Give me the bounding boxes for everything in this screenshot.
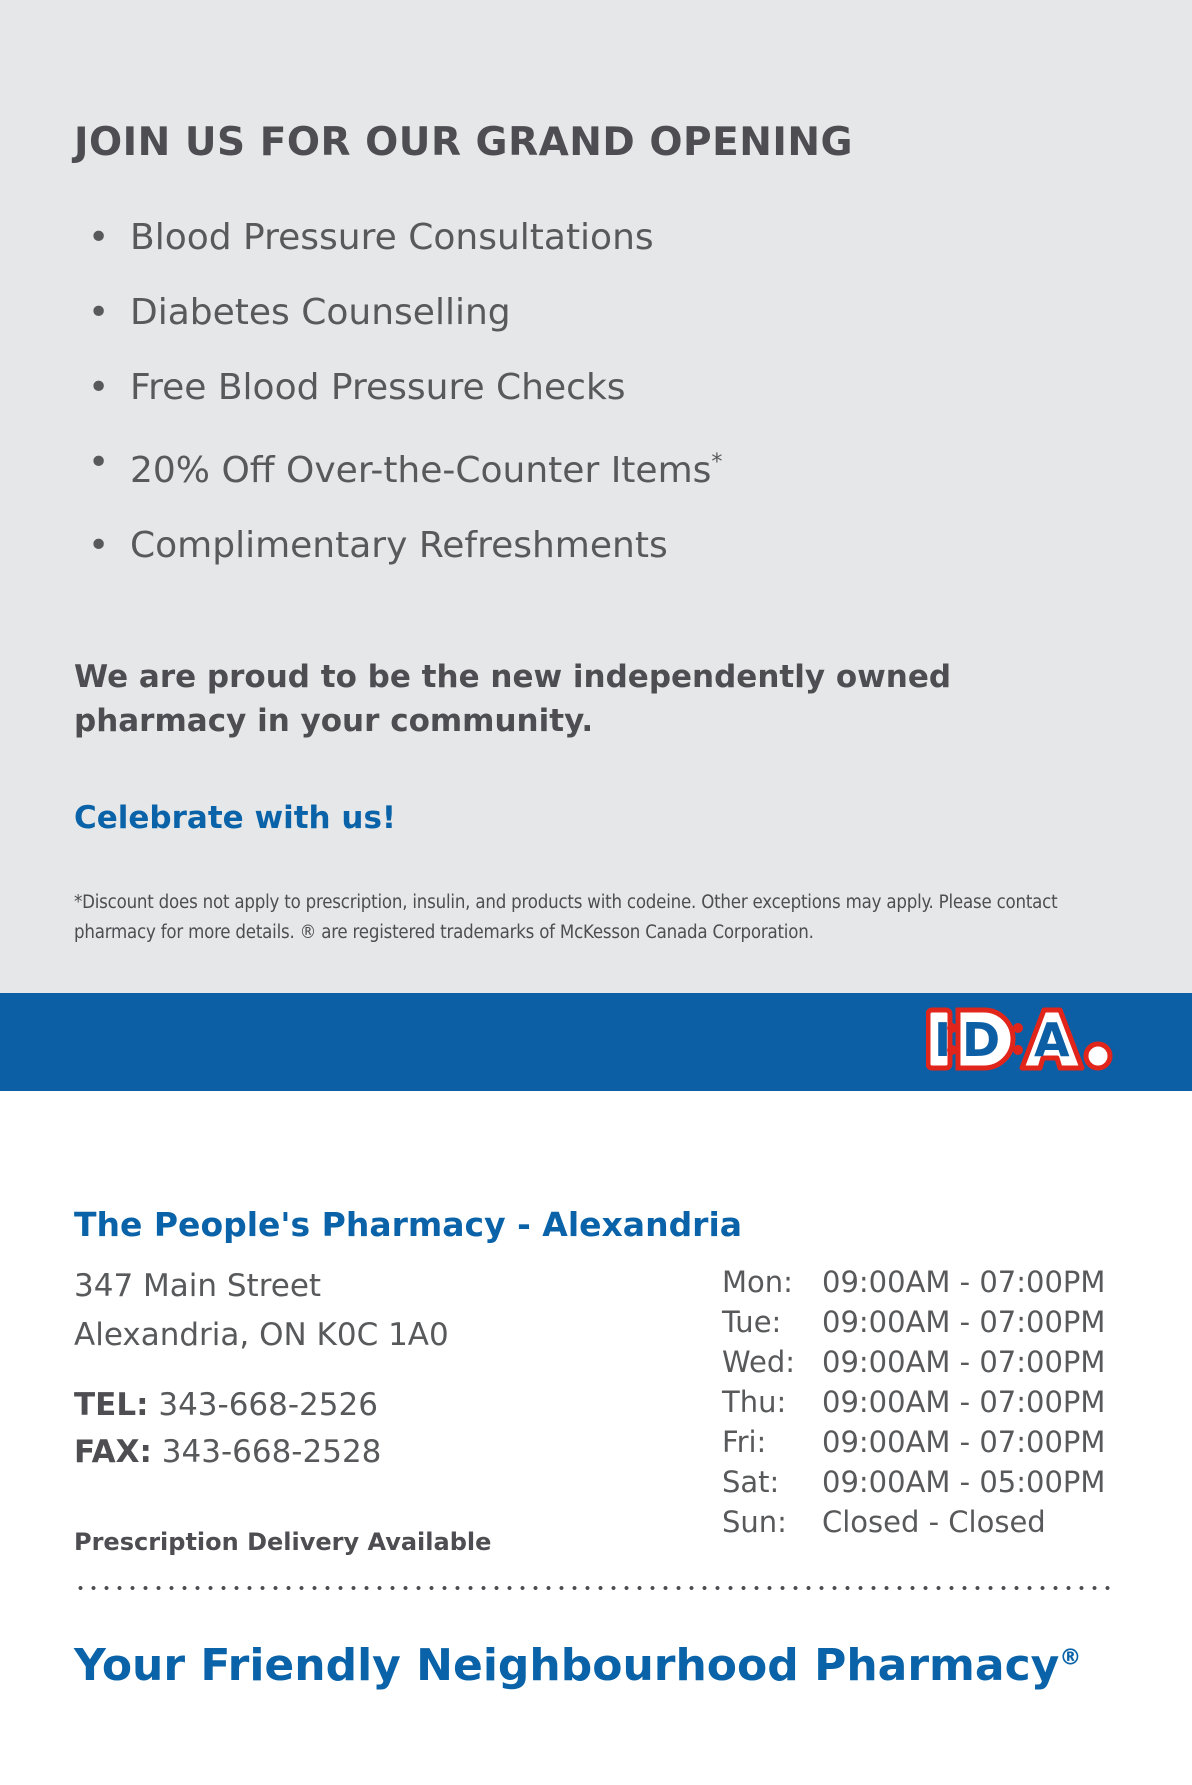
bullet-dot-icon: •	[88, 367, 110, 408]
list-item	[74, 200, 1074, 275]
telephone-row	[74, 1382, 381, 1429]
store-name: The People's Pharmacy - Alexandria	[74, 1205, 743, 1244]
list-item-label: Blood Pressure Consultations	[130, 217, 654, 258]
hours-row	[722, 1422, 1122, 1462]
store-hours	[722, 1262, 1122, 1542]
telephone-label: TEL:	[74, 1387, 149, 1423]
list-item-label: 20% Off Over-the-Counter Items	[130, 450, 712, 491]
proud-statement: We are proud to be the new independently owned pharmacy in your community.	[74, 659, 952, 739]
list-item	[74, 508, 1074, 583]
hours-row	[722, 1262, 1122, 1302]
hours-day: Tue:	[722, 1305, 782, 1339]
hours-day: Sun:	[722, 1505, 787, 1539]
footer-tagline	[74, 1640, 1081, 1691]
hours-time: 09:00AM - 07:00PM	[822, 1345, 1106, 1379]
ida-logo-icon	[926, 1004, 1122, 1074]
hours-row	[722, 1342, 1122, 1382]
hours-day: Thu:	[722, 1385, 787, 1419]
hours-time: 09:00AM - 07:00PM	[822, 1265, 1106, 1299]
fax-row	[74, 1429, 381, 1476]
list-item-label: Diabetes Counselling	[130, 292, 511, 333]
telephone-value: 343-668-2526	[158, 1387, 378, 1423]
hours-time: 09:00AM - 07:00PM	[822, 1425, 1106, 1459]
address-line-2: Alexandria, ON K0C 1A0	[74, 1317, 449, 1353]
dotted-divider	[74, 1585, 1118, 1591]
page-title: JOIN US FOR OUR GRAND OPENING	[74, 120, 854, 165]
hours-day: Mon:	[722, 1265, 793, 1299]
svg-text:A: A	[1034, 1013, 1070, 1067]
bullet-dot-icon: •	[88, 292, 110, 333]
disclaimer-text: *Discount does not apply to prescription, insulin, and products with codeine. Other exceptions may apply. Please contact pharmacy for more details. ® are registered trademarks of McKesson Canada Corporation.	[74, 892, 1058, 943]
bullet-dot-icon: •	[88, 442, 110, 483]
store-address	[74, 1262, 449, 1360]
registered-mark: ®	[1059, 1645, 1082, 1671]
delivery-note: Prescription Delivery Available	[74, 1528, 492, 1556]
hours-row	[722, 1502, 1122, 1542]
footer-tagline-text: Your Friendly Neighbourhood Pharmacy	[74, 1640, 1060, 1691]
celebrate-callout: Celebrate with us!	[74, 800, 397, 836]
services-list	[74, 200, 1074, 583]
hours-day: Wed:	[722, 1345, 795, 1379]
hours-day: Sat:	[722, 1465, 780, 1499]
hours-day: Fri:	[722, 1425, 767, 1459]
store-contact	[74, 1382, 381, 1476]
list-item	[74, 350, 1074, 425]
list-item-label: Free Blood Pressure Checks	[130, 367, 626, 408]
footnote-marker: *	[711, 450, 723, 475]
svg-text:I: I	[934, 1013, 952, 1067]
hours-time: 09:00AM - 05:00PM	[822, 1465, 1106, 1499]
fax-value: 343-668-2528	[161, 1434, 382, 1470]
hours-time: 09:00AM - 07:00PM	[822, 1385, 1106, 1419]
fax-label: FAX:	[74, 1434, 152, 1470]
bullet-dot-icon: •	[88, 525, 110, 566]
hours-row	[722, 1302, 1122, 1342]
hours-time: 09:00AM - 07:00PM	[822, 1305, 1106, 1339]
hours-row	[722, 1382, 1122, 1422]
list-item-label: Complimentary Refreshments	[130, 525, 668, 566]
address-line-1: 347 Main Street	[74, 1268, 322, 1304]
hours-time: Closed - Closed	[822, 1505, 1046, 1539]
list-item	[74, 275, 1074, 350]
bullet-dot-icon: •	[88, 217, 110, 258]
svg-text:D: D	[962, 1013, 1001, 1067]
list-item	[74, 425, 1074, 508]
hours-row	[722, 1462, 1122, 1502]
